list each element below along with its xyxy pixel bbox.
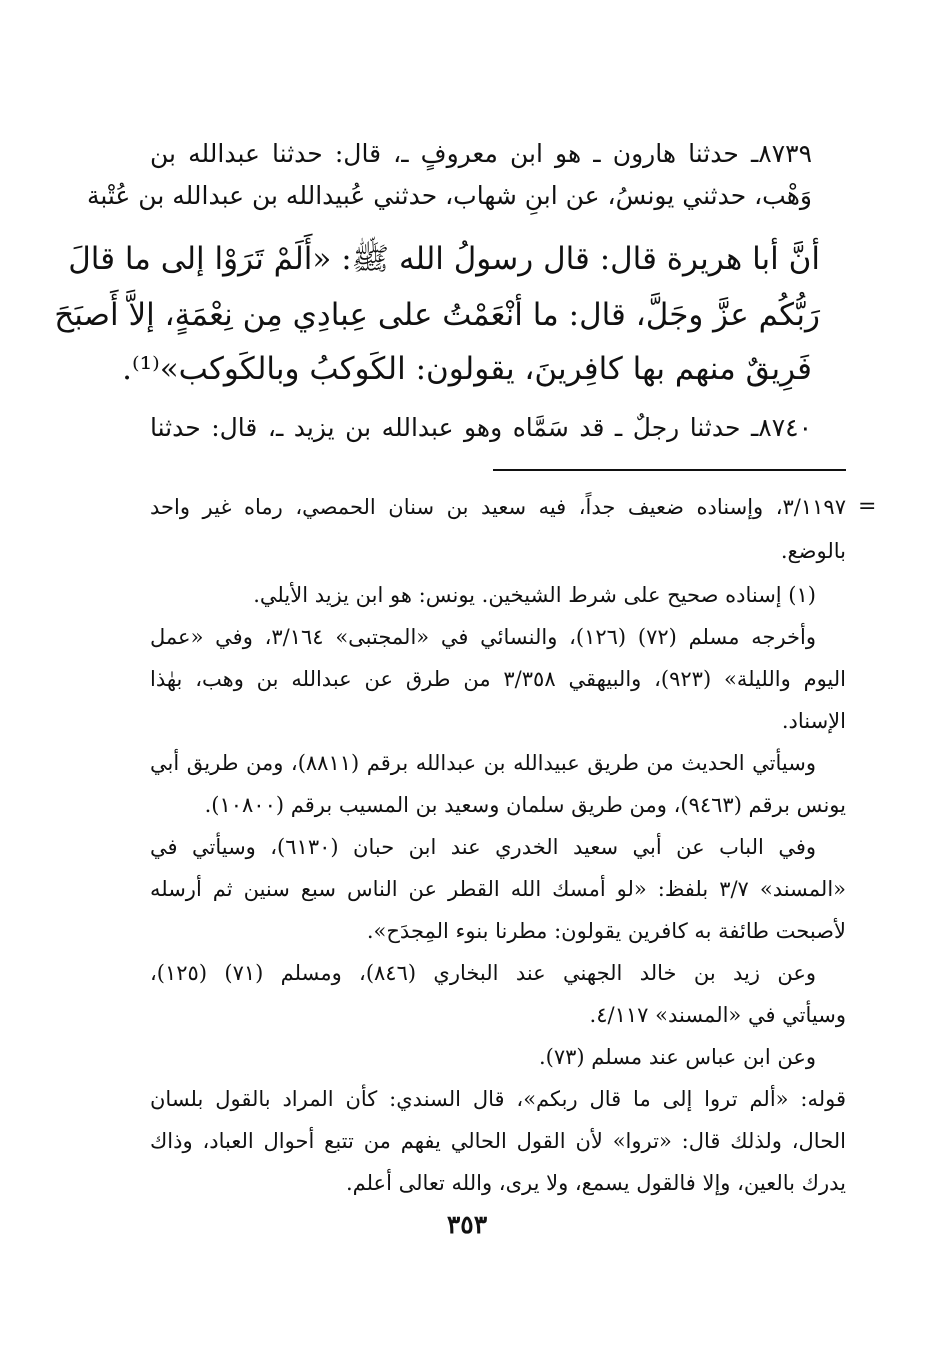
footnote-line: يونس برقم (٩٤٦٣)، ومن طريق سلمان وسعيد بن المسيب برقم (١٠٨٠٠).: [204, 793, 846, 817]
footnote-line: الإسناد.: [781, 709, 846, 733]
footnote-line: (١) إسناده صحيح على شرط الشيخين. يونس: هو ابن يزيد الأيلي.: [253, 583, 816, 607]
footnote-line: وعن زيد بن خالد الجهني عند البخاري (٨٤٦)، ومسلم (٧١) (١٢٥)،: [150, 961, 816, 985]
footnote-line: قوله: «ألم تروا إلى ما قال ربكم»، قال السندي: كأن المراد بالقول بلسان: [150, 1087, 846, 1111]
hadith-matn-line-2: رَبُّكُم عزَّ وجَلَّ، قال: ما أنْعَمْتُ على عِبادِي مِن نِعْمَةٍ، إلاَّ أَصبَحَ: [54, 297, 820, 333]
hadith-8740-line-1: ٨٧٤٠ـ حدثنا رجلٌ ـ قد سَمَّاه وهو عبدالله بن يزيد ـ، قال: حدثنا: [150, 413, 812, 442]
footnote-line: لأصبحت طائفة به كافرين يقولون: مطرنا بنوء المِجدَح».: [366, 919, 846, 943]
footnote-line: يدرك بالعين، وإلا فالقول يسمع، ولا يرى، والله تعالى أعلم.: [345, 1171, 846, 1195]
hadith-matn-line-1: أنَّ أبا هريرة قال: قال رسولُ الله ﷺ: «أَلَمْ تَرَوْا إلى ما قالَ: [68, 241, 820, 277]
hadith-8739-line-2: وَهْب، حدثني يونسُ، عن ابنِ شهاب، حدثني عُبيدالله بن عبدالله بن عُتْبة: [86, 181, 812, 210]
footnote-line: الحال، ولذلك قال: «تروا» لأن القول الحالي يفهم من تتبع أحوال العباد، وذاك: [150, 1129, 846, 1153]
footnote-line: اليوم والليلة» (٩٢٣)، والبيهقي ٣/٣٥٨ من طرق عن عبدالله بن وهب، بهٰذا: [150, 667, 846, 691]
footnote-line: وسيأتي في «المسند» ٤/١١٧.: [589, 1003, 846, 1027]
footnote-line: وأخرجه مسلم (٧٢) (١٢٦)، والنسائي في «المجتبى» ٣/١٦٤، وفي «عمل: [150, 625, 817, 649]
hadith-8739-line-1: ٨٧٣٩ـ حدثنا هارون ـ هو ابن معروفٍ ـ، قال: حدثنا عبدالله بن: [150, 139, 812, 168]
footnote-line: وفي الباب عن أبي سعيد الخدري عند ابن حبان (٦١٣٠)، وسيأتي في: [150, 835, 817, 859]
footnote-line: وسيأتي الحديث من طريق عبيدالله بن عبدالله برقم (٨٨١١)، ومن طريق أبي: [150, 751, 816, 775]
footnote-line: بالوضع.: [780, 539, 846, 563]
footnotes: [54, 0, 847, 1200]
hadith-matn-line-3: فَرِيقٌ منهم بها كافِرينَ، يقولون: الكَوكبُ وبالكَوكب»⁽¹⁾.: [122, 351, 812, 387]
footnote-line: ٣/١١٩٧، وإسناده ضعيف جداً، فيه سعيد بن سنان الحمصي، رماه غير واحد: [150, 495, 846, 519]
page-number: ٣٥٣: [446, 1210, 488, 1239]
footnote-line: «المسند» ٣/٧ بلفظ: «لو أمسك الله القطر عن الناس سبع سنين ثم أرسله: [150, 877, 847, 901]
continuation-marker: =: [858, 494, 877, 519]
footnote-line: وعن ابن عباس عند مسلم (٧٣).: [538, 1045, 816, 1069]
